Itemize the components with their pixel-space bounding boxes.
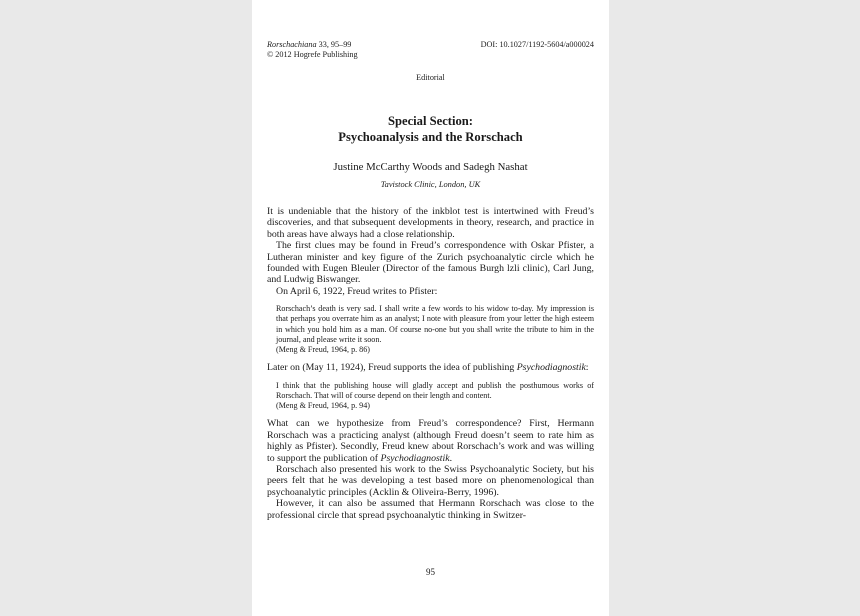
quote-1-citation: (Meng & Freud, 1964, p. 86)	[276, 345, 370, 355]
journal-citation	[267, 40, 358, 60]
page-number: 95	[426, 567, 435, 577]
document-page	[252, 0, 609, 616]
paragraph-2: The first clues may be found in Freud’s correspondence with Oskar Pfister, a Lutheran minister and key figure of the Zurich psychoanalytic circle which he founded with Eugen Bleuler (Director of the famous Burgh lzli clinic), Carl Jung, and Ludwig Biswanger.	[267, 240, 594, 286]
paragraph-4-end: :	[585, 362, 589, 374]
article-body	[267, 206, 594, 521]
title-line-2: Psychoanalysis and the Rorschach	[338, 130, 523, 144]
paragraph-4-title: Psychodiagnostik	[516, 362, 586, 374]
paragraph-1: It is undeniable that the history of the inkblot test is intertwined with Freud’s discoveries, and that subsequent developments in theory, research, and practice in both areas have always had a close relationship.	[267, 206, 594, 240]
paragraph-3: On April 6, 1922, Freud writes to Pfister:	[276, 285, 438, 297]
paragraph-5-title: Psychodiagnostik	[380, 452, 450, 464]
block-quote-2	[276, 381, 594, 412]
block-quote-1	[276, 304, 594, 355]
journal-volume-pages: 33, 95–99	[318, 40, 352, 49]
section-label: Editorial	[416, 73, 445, 82]
quote-1-text: Rorschach’s death is very sad. I shall write a few words to his widow to-day. My impression is that perhaps you overrate him as an analyst; I note with pleasure from your letter the high esteem in which you hold him as a man. Of course no-one but you shall write the tribute to him in the journal, and please write it soon.	[276, 304, 594, 344]
author-list: Justine McCarthy Woods and Sadegh Nashat	[333, 161, 528, 173]
author-affiliation: Tavistock Clinic, London, UK	[380, 180, 481, 189]
paragraph-5-end: .	[449, 452, 453, 464]
journal-name: Rorschachiana	[267, 40, 317, 49]
copyright-notice: © 2012 Hogrefe Publishing	[267, 50, 358, 59]
paragraph-4	[267, 362, 594, 373]
paragraph-7: However, it can also be assumed that Hermann Rorschach was close to the professional circle that spread psychoanalytic thinking in Switzer-	[267, 498, 594, 521]
paragraph-5-text: What can we hypothesize from Freud’s correspondence? First, Hermann Rorschach was a practicing analyst (although Freud doesn’t seem to rate him as highly as Pfister). Secondly, Freud knew about Rorschach’s work and was willing to support the publication of	[267, 418, 594, 464]
quote-2-citation: (Meng & Freud, 1964, p. 94)	[276, 401, 370, 411]
paragraph-4-text: Later on (May 11, 1924), Freud supports the idea of publishing	[267, 362, 517, 374]
quote-2-text: I think that the publishing house will gladly accept and publish the posthumous works of Rorschach. That will of course depend on their length and content.	[276, 380, 594, 400]
doi: DOI: 10.1027/1192-5604/a000024	[480, 40, 594, 49]
paragraph-6: Rorschach also presented his work to the Swiss Psychoanalytic Society, but his peers felt that he was developing a test based more on phenomenological than psychoanalytic principles (Acklin & Oliveira-Berry, 1996).	[267, 463, 594, 498]
article-title	[252, 113, 609, 145]
title-line-1: Special Section:	[387, 114, 473, 128]
paragraph-5	[267, 418, 594, 464]
